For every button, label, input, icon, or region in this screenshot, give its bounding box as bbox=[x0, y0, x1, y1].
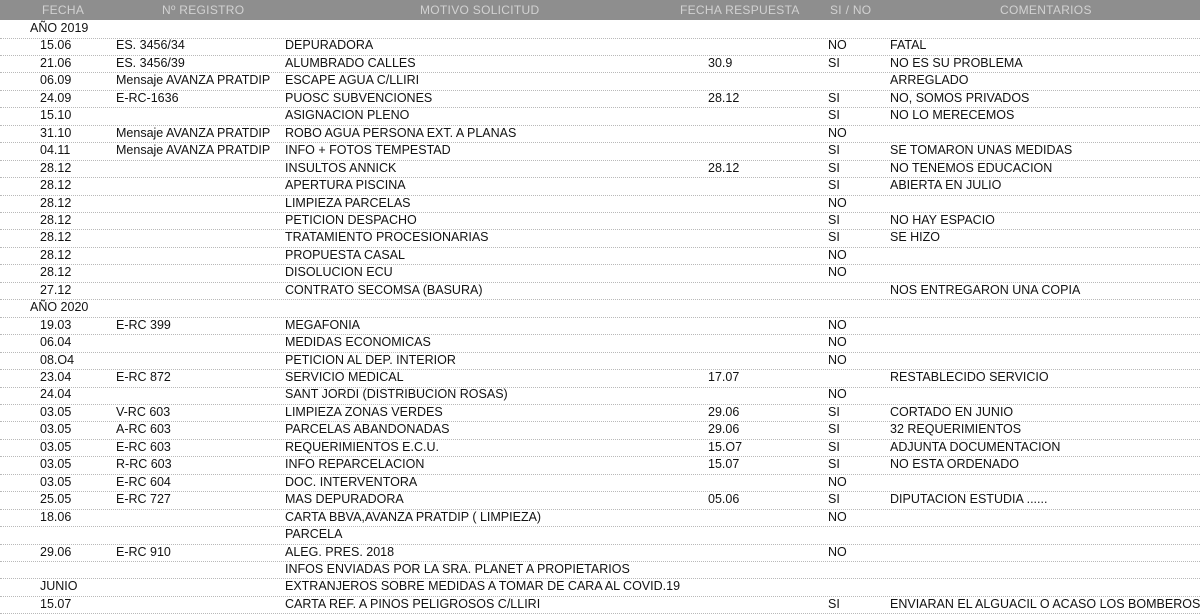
cell-motivo: DOC. INTERVENTORA bbox=[285, 474, 418, 489]
year-section-row bbox=[0, 299, 1200, 318]
cell-fecha: 29.06 bbox=[40, 544, 72, 559]
cell-si-no: NO bbox=[828, 509, 847, 524]
cell-registro: E-RC 910 bbox=[116, 544, 171, 559]
table-row bbox=[0, 334, 1200, 353]
cell-fecha: 28.12 bbox=[40, 265, 72, 280]
cell-fecha: 04.11 bbox=[40, 143, 71, 158]
cell-si-no: NO bbox=[828, 387, 847, 402]
table-row bbox=[0, 282, 1200, 301]
cell-fecha: 27.12 bbox=[40, 282, 72, 297]
cell-comentarios: SE TOMARON UNAS MEDIDAS bbox=[890, 143, 1073, 158]
cell-fecha: JUNIO bbox=[40, 579, 78, 594]
table-row bbox=[0, 369, 1200, 388]
table-row bbox=[0, 212, 1200, 231]
cell-comentarios: ADJUNTA DOCUMENTACION bbox=[890, 439, 1061, 454]
table-row bbox=[0, 229, 1200, 248]
table-row bbox=[0, 317, 1200, 336]
table-row bbox=[0, 578, 1200, 597]
cell-fecha: 28.12 bbox=[40, 178, 72, 193]
cell-si-no: NO bbox=[828, 474, 847, 489]
table-row bbox=[0, 421, 1200, 440]
cell-si-no: NO bbox=[828, 125, 847, 140]
cell-registro: E-RC 604 bbox=[116, 474, 171, 489]
cell-comentarios: CORTADO EN JUNIO bbox=[890, 404, 1014, 419]
cell-si-no: NO bbox=[828, 335, 847, 350]
cell-motivo: APERTURA PISCINA bbox=[285, 178, 406, 193]
cell-motivo: ALEG. PRES. 2018 bbox=[285, 544, 395, 559]
table-row bbox=[0, 439, 1200, 458]
cell-fecha: 03.05 bbox=[40, 439, 72, 454]
table-row bbox=[0, 474, 1200, 493]
cell-fecha-respuesta: 05.06 bbox=[708, 492, 740, 507]
cell-motivo: PARCELAS ABANDONADAS bbox=[285, 422, 450, 437]
cell-comentarios: NOS ENTREGARON UNA COPIA bbox=[890, 282, 1081, 297]
cell-fecha: 18.06 bbox=[40, 509, 72, 524]
cell-motivo: REQUERIMIENTOS E.C.U. bbox=[285, 439, 439, 454]
cell-fecha-respuesta: 28.12 bbox=[708, 160, 740, 175]
cell-comentarios: FATAL bbox=[890, 38, 927, 53]
table-row bbox=[0, 90, 1200, 109]
table-row bbox=[0, 142, 1200, 161]
table-row bbox=[0, 404, 1200, 423]
cell-fecha-respuesta: 30.9 bbox=[708, 55, 733, 70]
cell-fecha: 28.12 bbox=[40, 230, 72, 245]
cell-comentarios: NO ESTA ORDENADO bbox=[890, 457, 1019, 472]
cell-si-no: SI bbox=[828, 178, 840, 193]
cell-registro: Mensaje AVANZA PRATDIP bbox=[116, 125, 271, 140]
cell-fecha: 25.05 bbox=[40, 492, 72, 507]
cell-fecha-respuesta: 17.07 bbox=[708, 370, 740, 384]
cell-fecha-respuesta: 29.06 bbox=[708, 422, 740, 437]
cell-fecha-respuesta: 29.06 bbox=[708, 404, 740, 419]
cell-motivo: SANT JORDI (DISTRIBUCION ROSAS) bbox=[285, 387, 508, 402]
cell-si-no: SI bbox=[828, 404, 840, 419]
table-row bbox=[0, 526, 1200, 545]
cell-fecha: 28.12 bbox=[40, 212, 72, 227]
cell-fecha: 23.04 bbox=[40, 370, 72, 384]
cell-motivo: ROBO AGUA PERSONA EXT. A PLANAS bbox=[285, 125, 517, 140]
cell-registro: E-RC 727 bbox=[116, 492, 171, 507]
year-label: AÑO 2020 bbox=[30, 300, 89, 315]
cell-si-no: SI bbox=[828, 596, 840, 611]
cell-si-no: NO bbox=[828, 265, 847, 280]
cell-fecha-respuesta: 15.07 bbox=[708, 457, 740, 472]
cell-si-no: NO bbox=[828, 352, 847, 367]
cell-motivo: INSULTOS ANNICK bbox=[285, 160, 397, 175]
header-fecha: FECHA bbox=[42, 3, 85, 17]
cell-fecha: 06.09 bbox=[40, 73, 72, 88]
cell-fecha: 03.05 bbox=[40, 404, 72, 419]
cell-fecha: 08.O4 bbox=[40, 352, 75, 367]
table-row bbox=[0, 247, 1200, 266]
cell-fecha: 15.06 bbox=[40, 38, 72, 53]
table-row bbox=[0, 352, 1200, 371]
cell-fecha: 03.05 bbox=[40, 457, 72, 472]
cell-si-no: SI bbox=[828, 212, 840, 227]
header-fecha-respuesta: FECHA RESPUESTA bbox=[680, 3, 800, 17]
cell-fecha: 28.12 bbox=[40, 247, 72, 262]
cell-motivo: PETICION DESPACHO bbox=[285, 212, 417, 227]
table-row bbox=[0, 72, 1200, 91]
table-row bbox=[0, 107, 1200, 126]
cell-si-no: SI bbox=[828, 230, 840, 245]
cell-si-no: NO bbox=[828, 247, 847, 262]
table-row bbox=[0, 264, 1200, 283]
cell-fecha-respuesta: 15.O7 bbox=[708, 439, 743, 454]
cell-fecha: 24.04 bbox=[40, 387, 72, 402]
cell-motivo: CARTA BBVA,AVANZA PRATDIP ( LIMPIEZA) bbox=[285, 509, 542, 524]
cell-fecha: 03.05 bbox=[40, 474, 72, 489]
cell-comentarios: NO TENEMOS EDUCACION bbox=[890, 160, 1053, 175]
table-row bbox=[0, 596, 1200, 615]
table-row bbox=[0, 55, 1200, 74]
cell-motivo: TRATAMIENTO PROCESIONARIAS bbox=[285, 230, 489, 245]
cell-fecha: 31.10 bbox=[40, 125, 72, 140]
cell-registro: ES. 3456/39 bbox=[116, 55, 185, 70]
cell-si-no: SI bbox=[828, 108, 840, 123]
table-row bbox=[0, 456, 1200, 475]
cell-si-no: SI bbox=[828, 439, 840, 454]
table-row bbox=[0, 544, 1200, 563]
cell-fecha: 28.12 bbox=[40, 195, 72, 210]
cell-si-no: SI bbox=[828, 492, 840, 507]
cell-si-no: SI bbox=[828, 55, 840, 70]
cell-registro: V-RC 603 bbox=[116, 404, 171, 419]
cell-fecha: 03.05 bbox=[40, 422, 72, 437]
cell-motivo: MEDIDAS ECONOMICAS bbox=[285, 335, 431, 350]
year-label: AÑO 2019 bbox=[30, 21, 89, 35]
cell-registro: E-RC-1636 bbox=[116, 90, 179, 105]
cell-comentarios: DIPUTACION ESTUDIA ...... bbox=[890, 492, 1048, 507]
cell-registro: Mensaje AVANZA PRATDIP bbox=[116, 73, 271, 88]
cell-motivo: ESCAPE AGUA C/LLIRI bbox=[285, 73, 420, 88]
header-si-no: SI / NO bbox=[830, 3, 872, 17]
cell-registro: A-RC 603 bbox=[116, 422, 171, 437]
cell-comentarios: NO ES SU PROBLEMA bbox=[890, 55, 1023, 70]
year-section-row bbox=[0, 20, 1200, 39]
cell-comentarios: 32 REQUERIMIENTOS bbox=[890, 422, 1022, 437]
cell-motivo: PUOSC SUBVENCIONES bbox=[285, 90, 433, 105]
cell-motivo: DEPURADORA bbox=[285, 38, 374, 53]
cell-comentarios: NO LO MERECEMOS bbox=[890, 108, 1015, 123]
cell-si-no: NO bbox=[828, 195, 847, 210]
cell-comentarios: NO, SOMOS PRIVADOS bbox=[890, 90, 1030, 105]
table-row bbox=[0, 386, 1200, 405]
cell-si-no: NO bbox=[828, 317, 847, 332]
cell-si-no: SI bbox=[828, 143, 840, 158]
cell-comentarios: RESTABLECIDO SERVICIO bbox=[890, 370, 1049, 384]
cell-fecha: 06.04 bbox=[40, 335, 72, 350]
cell-registro: R-RC 603 bbox=[116, 457, 172, 472]
table-row bbox=[0, 177, 1200, 196]
cell-motivo: CARTA REF. A PINOS PELIGROSOS C/LLIRI bbox=[285, 596, 541, 611]
cell-si-no: NO bbox=[828, 38, 847, 53]
cell-comentarios: ARREGLADO bbox=[890, 73, 969, 88]
cell-fecha: 21.06 bbox=[40, 55, 72, 70]
cell-motivo: ALUMBRADO CALLES bbox=[285, 55, 416, 70]
cell-motivo: INFOS ENVIADAS POR LA SRA. PLANET A PROPIETARIOS bbox=[285, 561, 630, 576]
cell-motivo: DISOLUCION ECU bbox=[285, 265, 393, 280]
cell-motivo: LIMPIEZA PARCELAS bbox=[285, 195, 411, 210]
cell-motivo: PROPUESTA CASAL bbox=[285, 247, 405, 262]
table-row bbox=[0, 37, 1200, 56]
cell-registro: Mensaje AVANZA PRATDIP bbox=[116, 143, 271, 158]
cell-registro: E-RC 603 bbox=[116, 439, 171, 454]
cell-motivo: INFO REPARCELACION bbox=[285, 457, 425, 472]
cell-registro: ES. 3456/34 bbox=[116, 38, 185, 53]
cell-fecha-respuesta: 28.12 bbox=[708, 90, 740, 105]
cell-fecha: 15.07 bbox=[40, 596, 72, 611]
table-row bbox=[0, 491, 1200, 510]
table-row bbox=[0, 125, 1200, 144]
table-row bbox=[0, 561, 1200, 580]
table-row bbox=[0, 195, 1200, 214]
cell-si-no: SI bbox=[828, 422, 840, 437]
cell-motivo: ASIGNACION PLENO bbox=[285, 108, 410, 123]
cell-fecha: 28.12 bbox=[40, 160, 72, 175]
cell-si-no: NO bbox=[828, 544, 847, 559]
cell-motivo: INFO + FOTOS TEMPESTAD bbox=[285, 143, 451, 158]
header-registro: Nº REGISTRO bbox=[162, 3, 245, 17]
header-motivo: MOTIVO SOLICITUD bbox=[420, 3, 540, 17]
cell-comentarios: ENVIARAN EL ALGUACIL O ACASO LOS BOMBEROS bbox=[890, 596, 1200, 611]
table-header bbox=[0, 0, 1200, 20]
cell-registro: E-RC 872 bbox=[116, 370, 171, 384]
cell-comentarios: ABIERTA EN JULIO bbox=[890, 178, 1002, 193]
cell-motivo: SERVICIO MEDICAL bbox=[285, 370, 404, 384]
cell-comentarios: SE HIZO bbox=[890, 230, 941, 245]
cell-comentarios: NO HAY ESPACIO bbox=[890, 212, 995, 227]
cell-si-no: SI bbox=[828, 457, 840, 472]
cell-motivo: MEGAFONIA bbox=[285, 317, 361, 332]
cell-fecha: 15.10 bbox=[40, 108, 72, 123]
cell-motivo: LIMPIEZA ZONAS VERDES bbox=[285, 404, 443, 419]
cell-motivo: MAS DEPURADORA bbox=[285, 492, 404, 507]
cell-registro: E-RC 399 bbox=[116, 317, 171, 332]
cell-motivo: PETICION AL DEP. INTERIOR bbox=[285, 352, 456, 367]
cell-fecha: 24.09 bbox=[40, 90, 72, 105]
cell-motivo: EXTRANJEROS SOBRE MEDIDAS A TOMAR DE CARA AL COVID.19 bbox=[285, 579, 681, 594]
cell-si-no: SI bbox=[828, 90, 840, 105]
table-row bbox=[0, 509, 1200, 528]
table-row bbox=[0, 160, 1200, 179]
cell-si-no: SI bbox=[828, 160, 840, 175]
cell-fecha: 19.03 bbox=[40, 317, 72, 332]
header-comentarios: COMENTARIOS bbox=[1000, 3, 1092, 17]
cell-motivo: PARCELA bbox=[285, 527, 343, 542]
cell-motivo: CONTRATO SECOMSA (BASURA) bbox=[285, 282, 483, 297]
